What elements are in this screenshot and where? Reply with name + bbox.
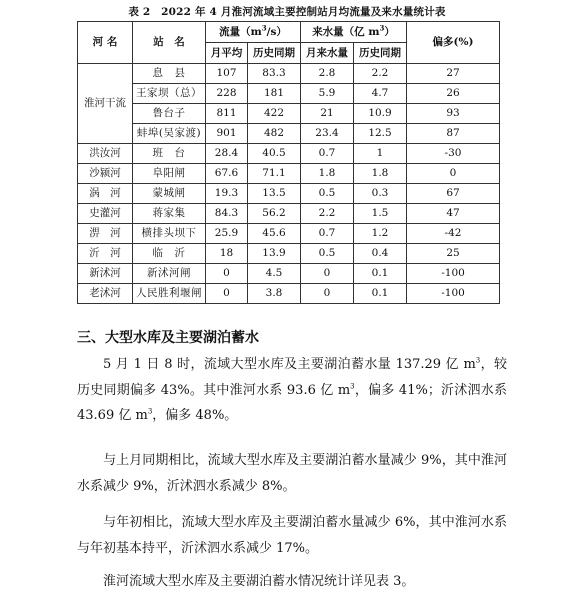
cell-flow: 0 — [206, 284, 248, 304]
header-station: 站 名 — [133, 22, 206, 64]
cell-more: 87 — [407, 124, 500, 144]
cell-inflow-hist: 1.5 — [354, 204, 407, 224]
paragraph-storage: 5 月 1 日 8 时，流域大型水库及主要湖泊蓄水量 137.29 亿 $m^3$，较历史同期偏多 43%。其中淮河水系 93.6 亿 $m^3$，偏多 41%；沂沭泗水系 43.69 亿 $m^3$，偏多 48%。 — [77, 356, 507, 423]
cell-river: 洪汝河 — [78, 144, 133, 164]
cell-flow: 19.3 — [206, 184, 248, 204]
cell-station: 息 县 — [133, 64, 206, 84]
cell-more: -100 — [407, 264, 500, 284]
cell-river: 沙颍河 — [78, 164, 133, 184]
cell-flow: 811 — [206, 104, 248, 124]
cell-flow-hist: 56.2 — [248, 204, 301, 224]
paragraph-year-compare: 与年初相比，流域大型水库及主要湖泊蓄水量减少 6%，其中淮河水系与年初基本持平，沂沭泗水系减少 17%。 — [77, 515, 507, 556]
cell-river: 老沭河 — [78, 284, 133, 304]
table-row — [78, 164, 500, 184]
table-row — [78, 184, 500, 204]
cell-flow: 0 — [206, 264, 248, 284]
cell-flow-hist: 40.5 — [248, 144, 301, 164]
cell-more: 67 — [407, 184, 500, 204]
paragraph-month-compare: 与上月同期相比，流域大型水库及主要湖泊蓄水量减少 9%，其中淮河水系减少 9%，沂沭泗水系减少 8%。 — [77, 453, 507, 494]
cell-station: 王家坝（总） — [133, 84, 206, 104]
cell-more: -30 — [407, 144, 500, 164]
cell-flow-hist: 181 — [248, 84, 301, 104]
table-row — [78, 244, 500, 264]
cell-inflow-hist: 2.2 — [354, 64, 407, 84]
table-caption: 表 2 2022 年 4 月淮河流域主要控制站月均流量及来水量统计表 — [128, 6, 446, 18]
table-row — [78, 84, 500, 104]
cell-inflow-hist: 4.7 — [354, 84, 407, 104]
cell-flow-hist: 422 — [248, 104, 301, 124]
cell-flow-hist: 13.5 — [248, 184, 301, 204]
cell-flow-hist: 83.3 — [248, 64, 301, 84]
cell-inflow-hist: 10.9 — [354, 104, 407, 124]
cell-flow: 107 — [206, 64, 248, 84]
cell-flow: 28.4 — [206, 144, 248, 164]
cell-flow: 67.6 — [206, 164, 248, 184]
cell-station: 蒙城闸 — [133, 184, 206, 204]
cell-inflow-hist: 0.1 — [354, 284, 407, 304]
header-inflow-hist: 历史同期 — [354, 43, 407, 64]
paragraph-table-ref: 淮河流域大型水库及主要湖泊蓄水情况统计详见表 3。 — [103, 574, 415, 589]
cell-station: 蚌埠(吴家渡) — [133, 124, 206, 144]
cell-inflow-hist: 12.5 — [354, 124, 407, 144]
table-row — [78, 144, 500, 164]
cell-flow-hist: 4.5 — [248, 264, 301, 284]
cell-flow-hist: 13.9 — [248, 244, 301, 264]
cell-flow: 25.9 — [206, 224, 248, 244]
cell-inflow: 0 — [301, 284, 354, 304]
table-row — [78, 204, 500, 224]
cell-more: -42 — [407, 224, 500, 244]
cell-inflow-hist: 0.3 — [354, 184, 407, 204]
cell-station: 蒋家集 — [133, 204, 206, 224]
cell-inflow: 2.8 — [301, 64, 354, 84]
flow-statistics-table — [77, 21, 500, 304]
header-inflow-month: 月来水量 — [301, 43, 354, 64]
cell-inflow-hist: 0.1 — [354, 264, 407, 284]
cell-inflow-hist: 0.4 — [354, 244, 407, 264]
table-row — [78, 264, 500, 284]
cell-inflow: 23.4 — [301, 124, 354, 144]
cell-station: 鲁台子 — [133, 104, 206, 124]
cell-inflow: 0.5 — [301, 244, 354, 264]
cell-station: 新沭河闸 — [133, 264, 206, 284]
cell-more: 93 — [407, 104, 500, 124]
table-header-row — [78, 22, 500, 43]
cell-more: -100 — [407, 284, 500, 304]
cell-inflow-hist: 1.8 — [354, 164, 407, 184]
cell-river: 淠 河 — [78, 224, 133, 244]
cell-flow: 901 — [206, 124, 248, 144]
cell-more: 47 — [407, 204, 500, 224]
cell-inflow: 21 — [301, 104, 354, 124]
cell-inflow: 0.7 — [301, 144, 354, 164]
cell-flow-hist: 45.6 — [248, 224, 301, 244]
cell-station: 横排头坝下 — [133, 224, 206, 244]
cell-flow: 228 — [206, 84, 248, 104]
cell-river: 淮河干流 — [78, 64, 133, 144]
header-river: 河 名 — [78, 22, 133, 64]
table-row — [78, 224, 500, 244]
cell-inflow: 0.5 — [301, 184, 354, 204]
cell-station: 班 台 — [133, 144, 206, 164]
cell-more: 26 — [407, 84, 500, 104]
cell-river: 涡 河 — [78, 184, 133, 204]
cell-flow-hist: 71.1 — [248, 164, 301, 184]
cell-station: 临 沂 — [133, 244, 206, 264]
cell-inflow: 0 — [301, 264, 354, 284]
cell-flow: 84.3 — [206, 204, 248, 224]
cell-inflow: 0.7 — [301, 224, 354, 244]
header-flow-month: 月平均 — [206, 43, 248, 64]
cell-river: 新沭河 — [78, 264, 133, 284]
cell-flow: 18 — [206, 244, 248, 264]
cell-flow-hist: 3.8 — [248, 284, 301, 304]
header-inflow-group: 来水量（亿 $m^3$） — [301, 22, 407, 43]
cell-inflow-hist: 1.2 — [354, 224, 407, 244]
cell-station: 阜阳闸 — [133, 164, 206, 184]
table-row — [78, 124, 500, 144]
cell-inflow: 2.2 — [301, 204, 354, 224]
cell-river: 史灌河 — [78, 204, 133, 224]
cell-inflow: 1.8 — [301, 164, 354, 184]
table-row — [78, 64, 500, 84]
header-flow-group: 流量$(m^3/s)$ — [206, 22, 301, 43]
cell-station: 人民胜利堰闸 — [133, 284, 206, 304]
cell-more: 0 — [407, 164, 500, 184]
section-heading: 三、大型水库及主要湖泊蓄水 — [77, 330, 259, 346]
table-row — [78, 104, 500, 124]
cell-more: 25 — [407, 244, 500, 264]
cell-river: 沂 河 — [78, 244, 133, 264]
cell-inflow-hist: 1 — [354, 144, 407, 164]
table-row — [78, 284, 500, 304]
header-more: 偏多(%) — [407, 22, 500, 64]
cell-flow-hist: 482 — [248, 124, 301, 144]
cell-inflow: 5.9 — [301, 84, 354, 104]
header-flow-hist: 历史同期 — [248, 43, 301, 64]
cell-more: 27 — [407, 64, 500, 84]
